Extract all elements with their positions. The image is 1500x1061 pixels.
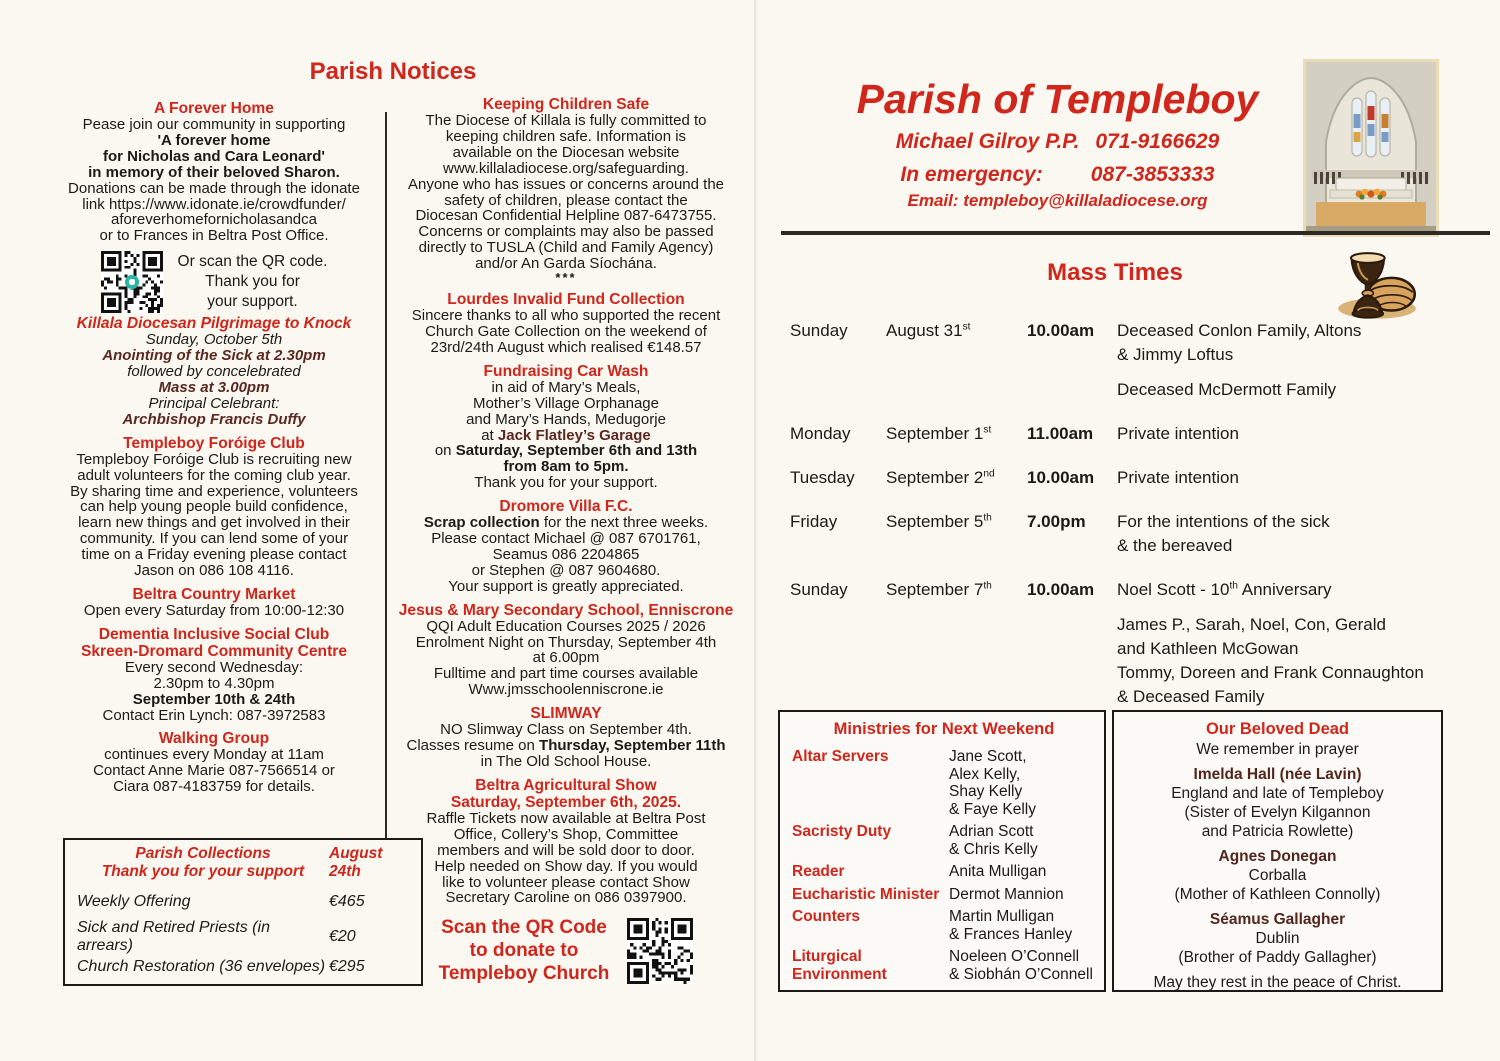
mass-date: September 1st <box>886 424 992 443</box>
notice-text-line: keeping children safe. Information is <box>445 127 687 145</box>
ministry-row <box>792 886 1096 904</box>
chalice-and-bread-icon <box>1326 243 1428 325</box>
notice-heading: Templeboy Foróige Club <box>123 434 305 452</box>
mass-row <box>790 466 1464 490</box>
notice-text-line: www.killaladiocese.org/safeguarding. <box>443 159 689 177</box>
notice-text-line: can help young people build confidence, <box>80 498 348 516</box>
collections-row <box>77 919 409 952</box>
notice-text-line: directly to TUSLA (Child and Family Agency) <box>418 239 714 257</box>
notice-text-line: link https://www.idonate.ie/crowdfunder/ <box>82 195 346 213</box>
notice-heading: Skreen-Dromard Community Centre <box>80 642 347 660</box>
ministry-row <box>792 748 1096 818</box>
ministry-name-line: Jane Scott, <box>949 748 1027 765</box>
notice-text-line: Jason on 086 108 4116. <box>134 562 294 580</box>
notice-text-line: Enrolment Night on Thursday, September 4th <box>415 633 717 651</box>
collection-label: Church Restoration (36 envelopes) <box>77 958 326 976</box>
notice-text-line: By sharing time and experience, volunteers <box>70 482 358 500</box>
notice-text-line: *** <box>555 270 577 286</box>
notice-heading: Beltra Country Market <box>132 585 296 603</box>
intention-gap <box>1117 602 1464 613</box>
parish-collections-table <box>63 838 423 986</box>
donate-caption: Scan the QR Code to donate to Templeboy Church <box>438 917 610 985</box>
notice-text-line: Sunday, October 5th <box>145 331 283 349</box>
notice-section <box>45 586 383 619</box>
mass-intention-line: James P., Sarah, Noel, Con, Gerald <box>1117 615 1386 634</box>
collections-title-line2: Thank you for your support <box>101 862 305 880</box>
collections-title-line1: Parish Collections <box>135 845 271 862</box>
deceased-detail-line: (Sister of Evelyn Kilgannon <box>1184 804 1371 821</box>
notice-text-line: in memory of their beloved Sharon. <box>88 163 340 181</box>
notice-text-line: NO Slimway Class on September 4th. <box>440 721 692 739</box>
notice-text-line: Church Gate Collection on the weekend of <box>425 322 707 340</box>
notice-text-line: learn new things and get involved in their <box>78 514 350 532</box>
intention-gap <box>1117 367 1464 378</box>
beloved-dead-entries <box>1122 765 1433 967</box>
notice-text-line: 2.30pm to 4.30pm <box>153 674 275 692</box>
notice-section <box>45 100 383 244</box>
notice-text-line: The Diocese of Killala is fully committed to <box>425 112 707 129</box>
notice-heading: Beltra Agricultural Show <box>475 776 657 794</box>
mass-date: September 5th <box>886 512 992 531</box>
beloved-dead-outro: May they rest in the peace of Christ. <box>1153 974 1402 991</box>
ministry-role: Altar Servers <box>792 748 889 765</box>
beloved-entry <box>1122 765 1433 841</box>
notice-text-line: 23rd/24th August which realised €148.57 <box>430 338 702 356</box>
ministries-title: Ministries for Next Weekend <box>833 720 1055 738</box>
ministry-names <box>949 863 1096 881</box>
ministry-name-line: & Chris Kelly <box>949 840 1038 858</box>
ministry-name-line: Shay Kelly <box>949 783 1023 800</box>
collections-row <box>77 886 409 919</box>
notice-text-line: Contact Erin Lynch: 087-3972583 <box>102 706 326 724</box>
notice-text-line: like to volunteer please contact Show <box>442 873 690 891</box>
ministry-role: Liturgical Environment <box>792 948 887 983</box>
mass-intentions <box>1117 510 1464 558</box>
notice-section <box>45 730 383 795</box>
notice-text-line: continues every Monday at 11am <box>104 746 324 764</box>
page-fold-crease <box>754 0 758 1061</box>
notice-text-line: Thank you for your support. <box>474 474 658 492</box>
mass-time: 7.00pm <box>1027 512 1086 531</box>
mass-intention-line: & the bereaved <box>1117 536 1233 555</box>
ministry-row <box>792 863 1096 881</box>
collection-amount: €295 <box>329 958 365 976</box>
notice-text-line: Secretary Caroline on 086 0397900. <box>445 889 687 907</box>
mass-row <box>790 578 1464 709</box>
notice-text-line: in aid of Mary’s Meals, <box>491 378 641 396</box>
ministry-role: Eucharistic Minister <box>792 885 940 903</box>
collection-amount: €20 <box>329 927 356 945</box>
mass-intention-line: and Kathleen McGowan <box>1117 639 1299 658</box>
mass-times-table <box>790 319 1464 729</box>
notice-section <box>391 498 741 595</box>
ministry-name-line: & Frances Hanley <box>949 925 1073 943</box>
ministry-row <box>792 948 1096 983</box>
notice-text-line: Please contact Michael @ 087 6701761, <box>431 530 701 548</box>
collections-date-header <box>329 845 409 880</box>
notice-section <box>45 435 383 579</box>
ministry-names <box>949 823 1096 858</box>
qr-donation-block <box>45 251 383 313</box>
mass-day: Monday <box>790 424 851 443</box>
notice-section <box>391 705 741 770</box>
notice-text-line: for Nicholas and Cara Leonard' <box>103 147 325 165</box>
notice-heading: SLIMWAY <box>530 705 602 723</box>
collections-date-line1: August <box>329 845 383 862</box>
mass-intention-line: Deceased Conlon Family, Altons <box>1117 321 1362 340</box>
notice-text-line: September 10th & 24th <box>132 690 296 708</box>
notice-text-line: Raffle Tickets now available at Beltra Post <box>426 809 706 827</box>
deceased-detail-line: (Brother of Paddy Gallagher) <box>1178 949 1377 966</box>
ministries-box <box>778 710 1106 992</box>
ministry-names <box>949 886 1096 904</box>
notice-section <box>391 363 741 491</box>
collections-header-row <box>77 845 409 880</box>
mass-intention-line: & Deceased Family <box>1117 687 1265 706</box>
notices-column-1 <box>45 100 383 802</box>
notice-text-line: Open every Saturday from 10:00-12:30 <box>83 601 345 619</box>
beloved-dead-intro: We remember in prayer <box>1196 741 1359 758</box>
notice-text-line: on Saturday, September 6th and 13th <box>434 442 698 460</box>
priest-contact-line <box>770 129 1345 155</box>
notice-text-line: or Stephen @ 087 9604680. <box>471 561 661 579</box>
mass-intention-line: Deceased McDermott Family <box>1117 380 1337 399</box>
deceased-detail-line: and Patricia Rowlette) <box>1201 823 1354 840</box>
notice-heading: Killala Diocesan Pilgrimage to Knock <box>76 315 352 333</box>
qr-caption: Or scan the QR code. Thank you for your support. <box>177 253 328 311</box>
qr-code-donate-image <box>627 918 693 984</box>
notice-text-line: available on the Diocesan website <box>452 143 680 161</box>
notice-text-line: Pease join our community in supporting <box>82 116 346 133</box>
notice-text-line: Your support is greatly appreciated. <box>448 577 684 595</box>
mass-intention-line: Private intention <box>1117 468 1239 487</box>
mass-intentions <box>1117 319 1464 402</box>
ministry-name-line: & Siobhán O’Connell <box>949 965 1093 983</box>
parish-email: Email: templeboy@killaladiocese.org <box>907 191 1208 210</box>
mass-intention-line: & Jimmy Loftus <box>1117 345 1234 364</box>
notice-text-line: Seamus 086 2204865 <box>492 545 640 563</box>
ministry-name-line: Dermot Mannion <box>949 885 1064 903</box>
notice-text-line: Www.jmsschoolenniscrone.ie <box>468 681 664 699</box>
notice-section <box>45 626 383 724</box>
ministry-names <box>949 748 1096 818</box>
mass-intentions <box>1117 578 1464 709</box>
mass-intentions <box>1117 422 1464 446</box>
mass-row <box>790 422 1464 446</box>
priest-phone: 071-9166629 <box>1095 130 1220 153</box>
mass-intention-line: Noel Scott - 10th Anniversary <box>1117 580 1332 599</box>
emergency-phone: 087-3853333 <box>1090 163 1215 186</box>
header-double-rule <box>781 231 1490 235</box>
notice-text-line: community. If you can lend some of your <box>79 530 349 548</box>
notice-text-line: and/or An Garda Síochána. <box>475 255 657 273</box>
ministries-rows <box>792 748 1096 983</box>
ministry-names <box>949 908 1096 943</box>
notice-text-line: adult volunteers for the coming club year. <box>77 466 351 484</box>
collections-row <box>77 951 409 984</box>
notice-section <box>391 96 741 284</box>
church-photo-illustration <box>1306 62 1436 234</box>
ministry-role: Sacristy Duty <box>792 823 892 840</box>
notice-heading: Fundraising Car Wash <box>483 362 649 380</box>
notice-text-line: and Mary’s Hands, Medugorje <box>466 410 666 428</box>
parish-header <box>770 76 1345 212</box>
mass-time: 10.00am <box>1027 468 1095 487</box>
notice-text-line: Diocesan Confidential Helpline 087-6473755. <box>415 207 717 225</box>
priest-name: Michael Gilroy P.P. <box>895 130 1080 153</box>
notice-text-line: Archbishop Francis Duffy <box>122 410 306 428</box>
notice-text-line: Office, Collery’s Shop, Committee <box>453 825 679 843</box>
mass-day: Sunday <box>790 580 848 599</box>
mass-time: 10.00am <box>1027 321 1095 340</box>
notice-heading: Jesus & Mary Secondary School, Enniscrone <box>398 601 734 619</box>
beloved-entry <box>1122 910 1433 967</box>
mass-intentions <box>1117 466 1464 490</box>
mass-intention-line: For the intentions of the sick <box>1117 512 1330 531</box>
notice-heading: A Forever Home <box>154 100 274 117</box>
collection-label: Weekly Offering <box>77 893 191 911</box>
mass-day: Tuesday <box>790 468 855 487</box>
deceased-name: Agnes Donegan <box>1218 848 1337 865</box>
notice-text-line: Donations can be made through the idonate <box>68 179 360 197</box>
notice-text-line: members and will be sold door to door. <box>437 841 695 859</box>
notice-heading: Dromore Villa F.C. <box>499 498 633 516</box>
notice-text-line: aforeverhomefornicholasandca <box>111 211 317 229</box>
mass-time: 10.00am <box>1027 580 1095 599</box>
notice-heading: Keeping Children Safe <box>482 96 650 113</box>
mass-day: Friday <box>790 512 838 531</box>
mass-row <box>790 319 1464 402</box>
mass-date: August 31st <box>886 321 971 340</box>
deceased-detail-line: Dublin <box>1255 930 1300 947</box>
collection-label: Sick and Retired Priests (in arrears) <box>77 918 270 954</box>
notice-text-line: Fulltime and part time courses available <box>433 665 699 683</box>
notices-column-2 <box>391 96 741 985</box>
deceased-detail-line: Corballa <box>1248 867 1307 884</box>
notice-text-line: Mother’s Village Orphanage <box>473 394 659 412</box>
qr-code-idonate-image <box>101 251 163 313</box>
mass-intention-line: Private intention <box>1117 424 1239 443</box>
notice-section <box>391 291 741 356</box>
notice-text-line: Ciara 087-4183759 for details. <box>113 778 315 796</box>
mass-times-title: Mass Times <box>1047 259 1183 286</box>
notice-text-line: Sincere thanks to all who supported the recent <box>411 307 721 325</box>
notice-heading: Walking Group <box>158 730 270 748</box>
church-interior-photo <box>1303 59 1439 237</box>
collections-rows <box>77 886 409 984</box>
deceased-detail-line: England and late of Templeboy <box>1171 785 1384 802</box>
notice-section <box>391 777 741 906</box>
ministry-row <box>792 823 1096 858</box>
notice-text-line: at 6.00pm <box>532 649 600 667</box>
beloved-dead-title: Our Beloved Dead <box>1205 720 1350 738</box>
notice-heading: Saturday, September 6th, 2025. <box>450 793 682 811</box>
mass-day: Sunday <box>790 321 848 340</box>
notice-text-line: or to Frances in Beltra Post Office. <box>99 227 329 245</box>
notice-text-line: Templeboy Foróige Club is recruiting new <box>76 450 352 468</box>
ministry-name-line: Noeleen O’Connell <box>949 948 1080 965</box>
mass-time: 11.00am <box>1027 424 1094 443</box>
donate-qr-block <box>391 916 741 985</box>
ministry-role: Reader <box>792 863 845 880</box>
notice-text-line: Anointing of the Sick at 2.30pm <box>102 347 326 365</box>
ministry-names <box>949 948 1096 983</box>
notice-text-line: Classes resume on Thursday, September 11th <box>406 737 726 755</box>
ministry-name-line: & Faye Kelly <box>949 800 1037 818</box>
collections-title <box>77 845 329 880</box>
notice-text-line: from 8am to 5pm. <box>503 458 629 476</box>
collections-date-line2: 24th <box>329 862 361 880</box>
mass-row <box>790 510 1464 558</box>
mass-date: September 2nd <box>886 468 995 487</box>
notice-text-line: Help needed on Show day. If you would <box>434 857 698 875</box>
notice-text-line: Scrap collection for the next three weeks. <box>423 514 709 532</box>
notice-section <box>45 315 383 427</box>
notice-text-line: Concerns or complaints may also be passed <box>418 223 714 241</box>
notice-text-line: followed by concelebrated <box>127 363 301 381</box>
emergency-label: In emergency: <box>900 163 1043 186</box>
deceased-name: Imelda Hall (née Lavin) <box>1193 766 1362 783</box>
ministry-row <box>792 908 1096 943</box>
notice-text-line: QQI Adult Education Courses 2025 / 2026 <box>426 617 706 635</box>
notice-text-line: at Jack Flatley’s Garage <box>481 426 651 444</box>
collection-amount: €465 <box>329 893 365 911</box>
beloved-dead-box <box>1112 710 1443 992</box>
mass-intention-line: Tommy, Doreen and Frank Connaughton <box>1117 663 1424 682</box>
column-divider-line <box>385 112 387 838</box>
notice-heading: Dementia Inclusive Social Club <box>98 625 330 643</box>
parish-notices-title: Parish Notices <box>309 58 477 85</box>
ministry-role: Counters <box>792 908 861 925</box>
notice-text-line: time on a Friday evening please contact <box>81 546 347 564</box>
parish-title: Parish of Templeboy <box>856 76 1259 122</box>
deceased-name: Séamus Gallagher <box>1209 911 1346 928</box>
notice-text-line: in The Old School House. <box>480 753 652 770</box>
ministry-name-line: Alex Kelly, <box>949 765 1021 783</box>
beloved-entry <box>1122 847 1433 904</box>
notice-text-line: Contact Anne Marie 087-7566514 or <box>93 762 335 780</box>
notice-text-line: Every second Wednesday: <box>124 658 304 676</box>
notice-text-line: safety of children, please contact the <box>444 191 688 209</box>
notice-text-line: Principal Celebrant: <box>148 394 280 412</box>
mass-date: September 7th <box>886 580 992 599</box>
emergency-contact-line <box>770 162 1345 188</box>
ministry-name-line: Adrian Scott <box>949 823 1034 840</box>
ministry-name-line: Anita Mulligan <box>949 863 1047 880</box>
ministry-name-line: Martin Mulligan <box>949 908 1055 925</box>
notice-section <box>391 602 741 699</box>
notice-text-line: 'A forever home <box>157 131 271 149</box>
notice-heading: Lourdes Invalid Fund Collection <box>447 291 685 309</box>
deceased-detail-line: (Mother of Kathleen Connolly) <box>1174 886 1381 903</box>
notice-text-line: Anyone who has issues or concerns around the <box>407 175 725 193</box>
notice-text-line: Mass at 3.00pm <box>158 378 270 396</box>
